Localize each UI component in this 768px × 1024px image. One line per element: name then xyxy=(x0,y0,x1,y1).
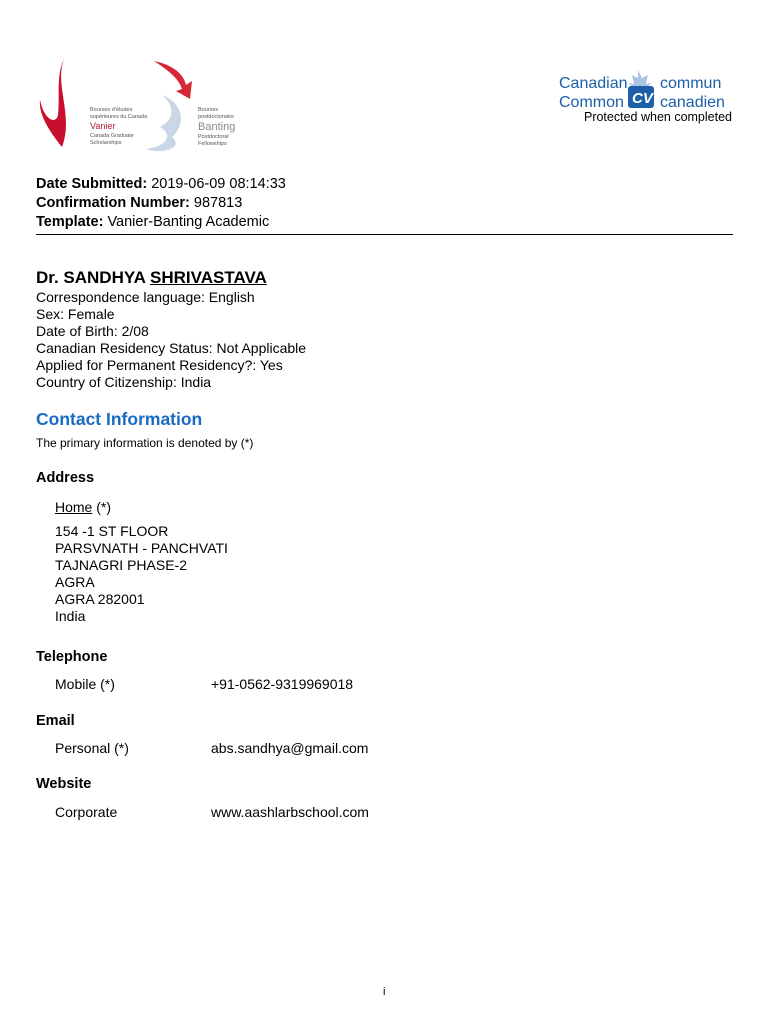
address-line: 154 -1 ST FLOOR xyxy=(55,523,169,539)
banting-name: Banting xyxy=(198,121,236,133)
primary-info-note: The primary information is denoted by (*) xyxy=(36,436,254,450)
address-line: AGRA 282001 xyxy=(55,591,145,607)
ccv-word-commun: commun xyxy=(660,75,722,92)
address-heading: Address xyxy=(36,470,95,486)
template-value: Vanier-Banting Academic xyxy=(107,214,270,230)
ccv-word-canadien: canadien xyxy=(660,94,725,111)
header-divider xyxy=(36,234,733,235)
info-citizenship: Country of Citizenship: India xyxy=(36,374,212,390)
website-value: www.aashlarbschool.com xyxy=(211,804,369,820)
banting-en-line1: Postdoctoral xyxy=(198,134,229,140)
person-name xyxy=(36,268,267,288)
person-title-first: Dr. SANDHYA xyxy=(36,268,146,287)
address-type-row xyxy=(55,499,111,516)
telephone-value: +91-0562-9319969018 xyxy=(211,676,354,692)
info-correspondence-language: Correspondence language: English xyxy=(36,289,255,305)
address-line: PARSVNATH - PANCHVATI xyxy=(55,540,228,556)
date-submitted-value: 2019-06-09 08:14:33 xyxy=(151,176,286,192)
ccv-word-canadian: Canadian xyxy=(559,75,628,92)
email-heading: Email xyxy=(36,713,75,729)
info-date-of-birth: Date of Birth: 2/08 xyxy=(36,323,149,339)
banting-en-line2: Fellowships xyxy=(198,141,227,147)
telephone-label: Mobile (*) xyxy=(55,676,115,692)
banting-fr-line2: postdoctorales xyxy=(198,114,234,120)
vanier-fr-line2: supérieures du Canada xyxy=(90,114,148,120)
vanier-banting-logo xyxy=(34,55,264,155)
confirmation-number-row xyxy=(36,195,242,211)
vanier-en-line1: Canada Graduate xyxy=(90,133,134,139)
date-submitted-row xyxy=(36,176,286,192)
email-label: Personal (*) xyxy=(55,740,129,756)
date-submitted-label: Date Submitted: xyxy=(36,176,148,192)
website-label: Corporate xyxy=(55,804,118,820)
person-last-name: SHRIVASTAVA xyxy=(150,268,267,287)
confirmation-number-label: Confirmation Number: xyxy=(36,195,190,211)
vanier-name: Vanier xyxy=(90,121,116,131)
address-primary-marker: (*) xyxy=(96,499,112,515)
vanier-en-line2: Scholarships xyxy=(90,140,122,146)
page-number: i xyxy=(383,986,386,998)
ccv-badge-cv: CV xyxy=(632,90,653,107)
info-permanent-residency: Applied for Permanent Residency?: Yes xyxy=(36,357,283,373)
ccv-word-common: Common xyxy=(559,94,624,111)
banting-fr-line1: Bourses xyxy=(198,107,219,113)
address-type-home: Home xyxy=(55,499,93,515)
confirmation-number-value: 987813 xyxy=(193,195,243,211)
vanier-fr-line1: Bourses d'études xyxy=(90,107,133,113)
address-line: India xyxy=(55,608,86,624)
template-label: Template: xyxy=(36,214,104,230)
telephone-heading: Telephone xyxy=(36,649,108,665)
info-residency-status: Canadian Residency Status: Not Applicable xyxy=(36,340,307,356)
address-line: AGRA xyxy=(55,574,95,590)
template-row xyxy=(36,214,269,230)
protected-notice: Protected when completed xyxy=(583,110,732,124)
banting-swoosh-mark xyxy=(154,61,192,99)
address-line: TAJNAGRI PHASE-2 xyxy=(55,557,187,573)
vanier-swoosh-mark xyxy=(40,59,66,147)
contact-information-heading: Contact Information xyxy=(36,409,203,429)
website-heading: Website xyxy=(36,776,92,792)
info-sex: Sex: Female xyxy=(36,306,115,322)
email-value: abs.sandhya@gmail.com xyxy=(211,740,369,756)
